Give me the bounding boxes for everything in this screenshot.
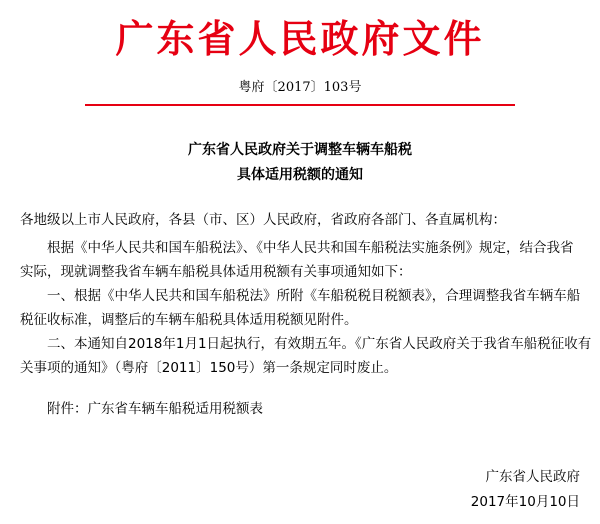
body-line: 二、本通知自2018年1月1日起执行，有效期五年。《广东省人民政府关于我省车船税征收有 bbox=[20, 336, 592, 352]
attachment-line: 附件：广东省车辆车船税适用税额表 bbox=[20, 401, 263, 417]
body-line: 根据《中华人民共和国车船税法》、《中华人民共和国车船税法实施条例》规定，结合我省 bbox=[20, 240, 574, 256]
body-line: 一、根据《中华人民共和国车船税法》所附《车船税税目税额表》，合理调整我省车辆车船 bbox=[20, 288, 581, 304]
body-line: 实际，现就调整我省车辆车船税具体适用税额有关事项通知如下： bbox=[20, 264, 412, 280]
notice-title-line-2: 具体适用税额的通知 bbox=[237, 167, 363, 183]
document-number: 粤府〔2017〕103号 bbox=[238, 80, 362, 95]
notice-title-line-1: 广东省人民政府关于调整车辆车船税 bbox=[188, 142, 412, 158]
issuer-name: 广东省人民政府 bbox=[485, 469, 580, 485]
red-header-rule bbox=[85, 104, 515, 106]
document-header-title: 广东省人民政府文件 bbox=[115, 16, 485, 61]
body-line-addressees: 各地级以上市人民政府，各县（市、区）人民政府，省政府各部门、各直属机构： bbox=[20, 212, 506, 228]
issue-date: 2017年10月10日 bbox=[470, 494, 580, 510]
body-line: 关事项的通知》（粤府〔2011〕150号）第一条规定同时废止。 bbox=[20, 360, 398, 376]
body-line: 税征收标准，调整后的车辆车船税具体适用税额见附件。 bbox=[20, 312, 358, 328]
